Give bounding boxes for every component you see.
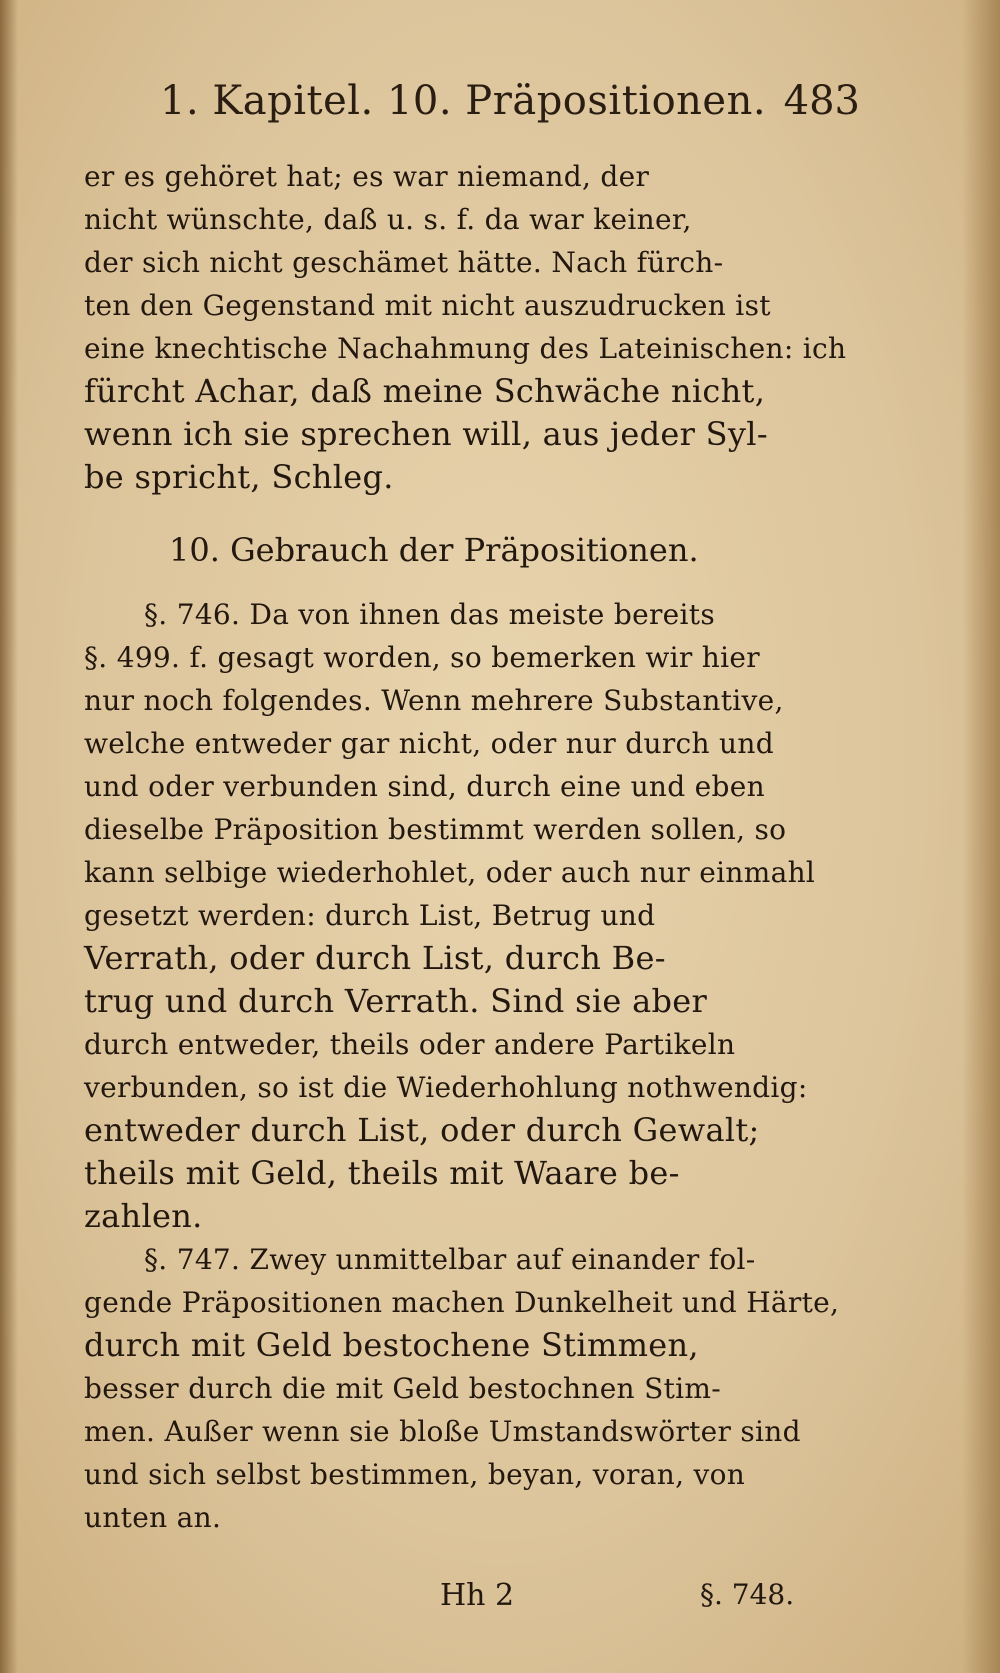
text-line: be spricht, Schleg. [84, 458, 394, 496]
running-head-title: 1. Kapitel. 10. Präpositionen. [160, 78, 767, 124]
text-line: men. Außer wenn sie bloße Umstandswörter sind [84, 1415, 801, 1448]
text-line: trug und durch Verrath. Sind sie aber [84, 982, 708, 1020]
text-line: entweder durch List, oder durch Gewalt; [84, 1111, 760, 1149]
text-line: §. 746. Da von ihnen das meiste bereits [144, 598, 716, 631]
text-line: zahlen. [84, 1197, 203, 1235]
text-line: Verrath, oder durch List, durch Be- [84, 939, 666, 977]
paragraph-747 [84, 1238, 840, 1539]
text-line: und sich selbst bestimmen, beyan, voran, von [84, 1458, 746, 1491]
text-line: eine knechtische Nachahmung des Lateinischen: ich [84, 332, 847, 365]
paragraph-continuation [84, 155, 847, 499]
text-line: der sich nicht geschämet hätte. Nach fürch- [84, 246, 724, 279]
catchword: §. 748. [700, 1578, 795, 1611]
text-line: gesetzt werden: durch List, Betrug und [84, 899, 656, 932]
text-line: durch entweder, theils oder andere Partikeln [84, 1028, 736, 1061]
text-line: wenn ich sie sprechen will, aus jeder Syl- [84, 415, 768, 453]
text-line: theils mit Geld, theils mit Waare be- [84, 1154, 680, 1192]
text-line: fürcht Achar, daß meine Schwäche nicht, [84, 372, 766, 410]
text-line: dieselbe Präposition bestimmt werden sollen, so [84, 813, 787, 846]
page-number: 483 [783, 78, 860, 124]
running-head [160, 78, 860, 138]
paragraph-746 [84, 593, 824, 1238]
text-line: unten an. [84, 1501, 222, 1534]
text-line: §. 747. Zwey unmittelbar auf einander fol- [144, 1243, 756, 1276]
text-line: kann selbige wiederhohlet, oder auch nur einmahl [84, 856, 816, 889]
text-line: welche entweder gar nicht, oder nur durch und [84, 727, 774, 760]
signature-mark: Hh 2 [440, 1578, 515, 1613]
text-line: besser durch die mit Geld bestochnen Stim- [84, 1372, 721, 1405]
text-line: nicht wünschte, daß u. s. f. da war keiner, [84, 203, 692, 236]
text-line: er es gehöret hat; es war niemand, der [84, 160, 650, 193]
text-line: durch mit Geld bestochene Stimmen, [84, 1326, 699, 1364]
body-text [84, 155, 847, 1539]
text-line: ten den Gegenstand mit nicht auszudrucken ist [84, 289, 771, 322]
text-line: verbunden, so ist die Wiederhohlung nothwendig: [84, 1071, 808, 1104]
text-line: und oder verbunden sind, durch eine und eben [84, 770, 765, 803]
page-edge-left [0, 0, 18, 1673]
section-heading: 10. Gebrauch der Präpositionen. [169, 531, 699, 569]
text-line: §. 499. f. gesagt worden, so bemerken wir hier [84, 641, 760, 674]
text-line: gende Präpositionen machen Dunkelheit und Härte, [84, 1286, 840, 1319]
text-line: nur noch folgendes. Wenn mehrere Substantive, [84, 684, 784, 717]
page-edge-right [962, 0, 1000, 1673]
page-footer [0, 1578, 1000, 1628]
